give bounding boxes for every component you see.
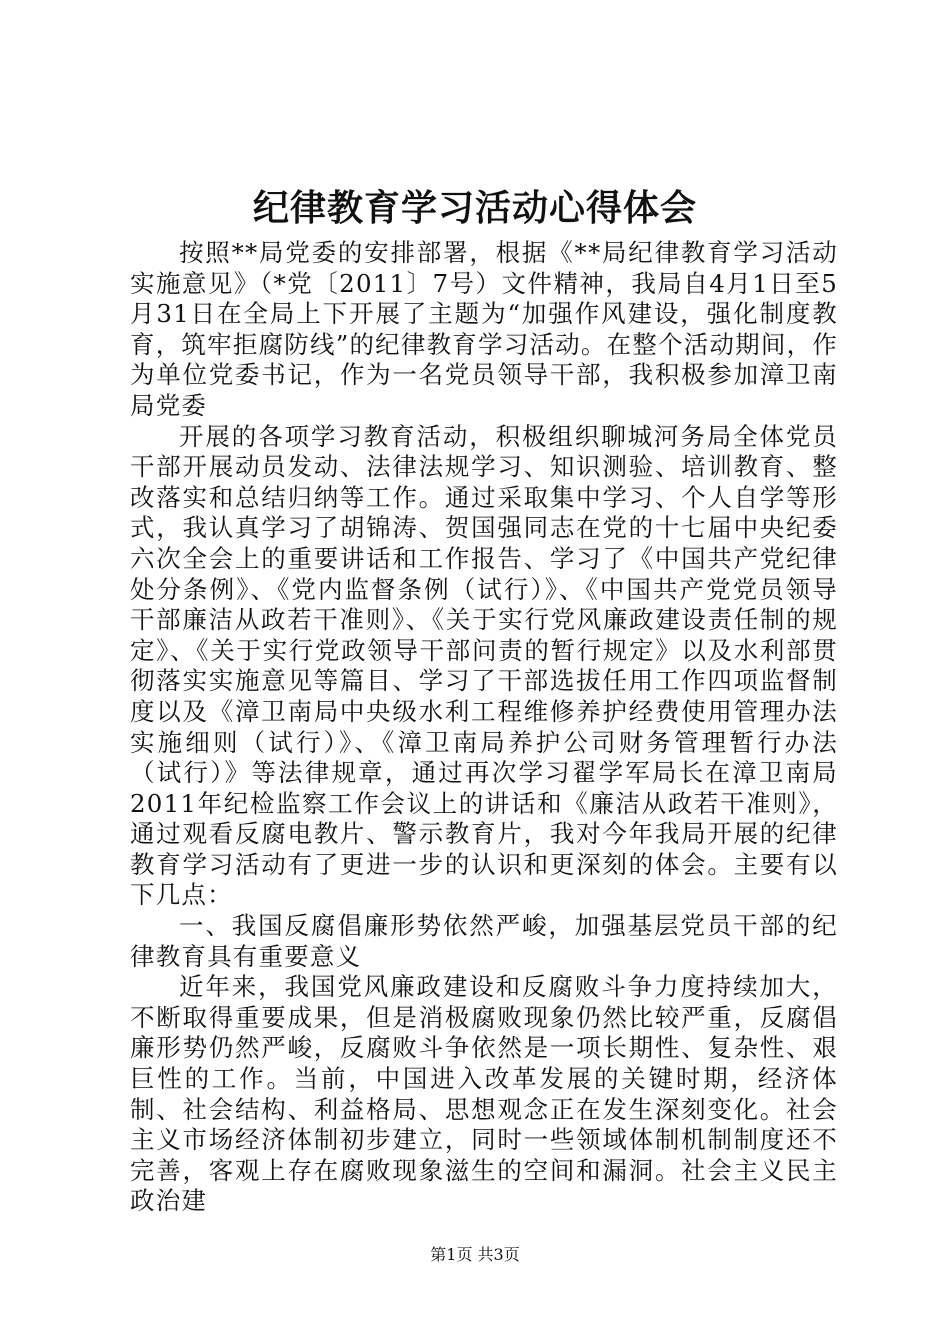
page-footer: 第1页 共3页 [430,1245,520,1264]
paragraph-intro: 按照**局党委的安排部署，根据《**局纪律教育学习活动实施意见》（*党〔2011〕7号）文件精神，我局自4月1日至5月31日在全局上下开展了主题为“加强作风建设，强化制度教育，筑牢拒腐防线”的纪律教育学习活动。在整个活动期间，作为单位党委书记，作为一名党员领导干部，我积极参加漳卫南局党委 [130,238,838,420]
document-title: 纪律教育学习活动心得体会 [252,187,697,229]
section-heading-one: 一、我国反腐倡廉形势依然严峻，加强基层党员干部的纪律教育具有重要意义 [130,911,838,971]
paragraph-activities: 开展的各项学习教育活动，积极组织聊城河务局全体党员干部开展动员发动、法律法规学习、知识测验、培训教育、整改落实和总结归纳等工作。通过采取集中学习、个人自学等形式，我认真学习了胡锦涛、贺国强同志在党的十七届中央纪委六次全会上的重要讲话和工作报告、学习了《中国共产党纪律处分条例》、《党内监督条例（试行）》、《中国共产党党员领导干部廉洁从政若干准则》、《关于实行党风廉政建设责任制的规定》、《关于实行党政领导干部问责的暂行规定》以及水利部贯彻落实实施意见等篇目、学习了干部选拔任用工作四项监督制度以及《漳卫南局中央级水利工程维修养护经费使用管理办法实施细则（试行）》、《漳卫南局养护公司财务管理暂行办法（试行）》等法律规章，通过再次学习翟学军局长在漳卫南局2011年纪检监察工作会议上的讲话和《廉洁从政若干准则》，通过观看反腐电教片、警示教育片，我对今年我局开展的纪律教育学习活动有了更进一步的认识和更深刻的体会。主要有以下几点： [130,421,838,910]
document-body [130,238,838,1217]
paragraph-situation: 近年来，我国党风廉政建设和反腐败斗争力度持续加大，不断取得重要成果，但是消极腐败现象仍然比较严重，反腐倡廉形势仍然严峻，反腐败斗争依然是一项长期性、复杂性、艰巨性的工作。当前，中国进入改革发展的关键时期，经济体制、社会结构、利益格局、思想观念正在发生深刻变化。社会主义市场经济体制初步建立，同时一些领域体制机制制度还不完善，客观上存在腐败现象滋生的空间和漏洞。社会主义民主政治建 [130,972,838,1216]
